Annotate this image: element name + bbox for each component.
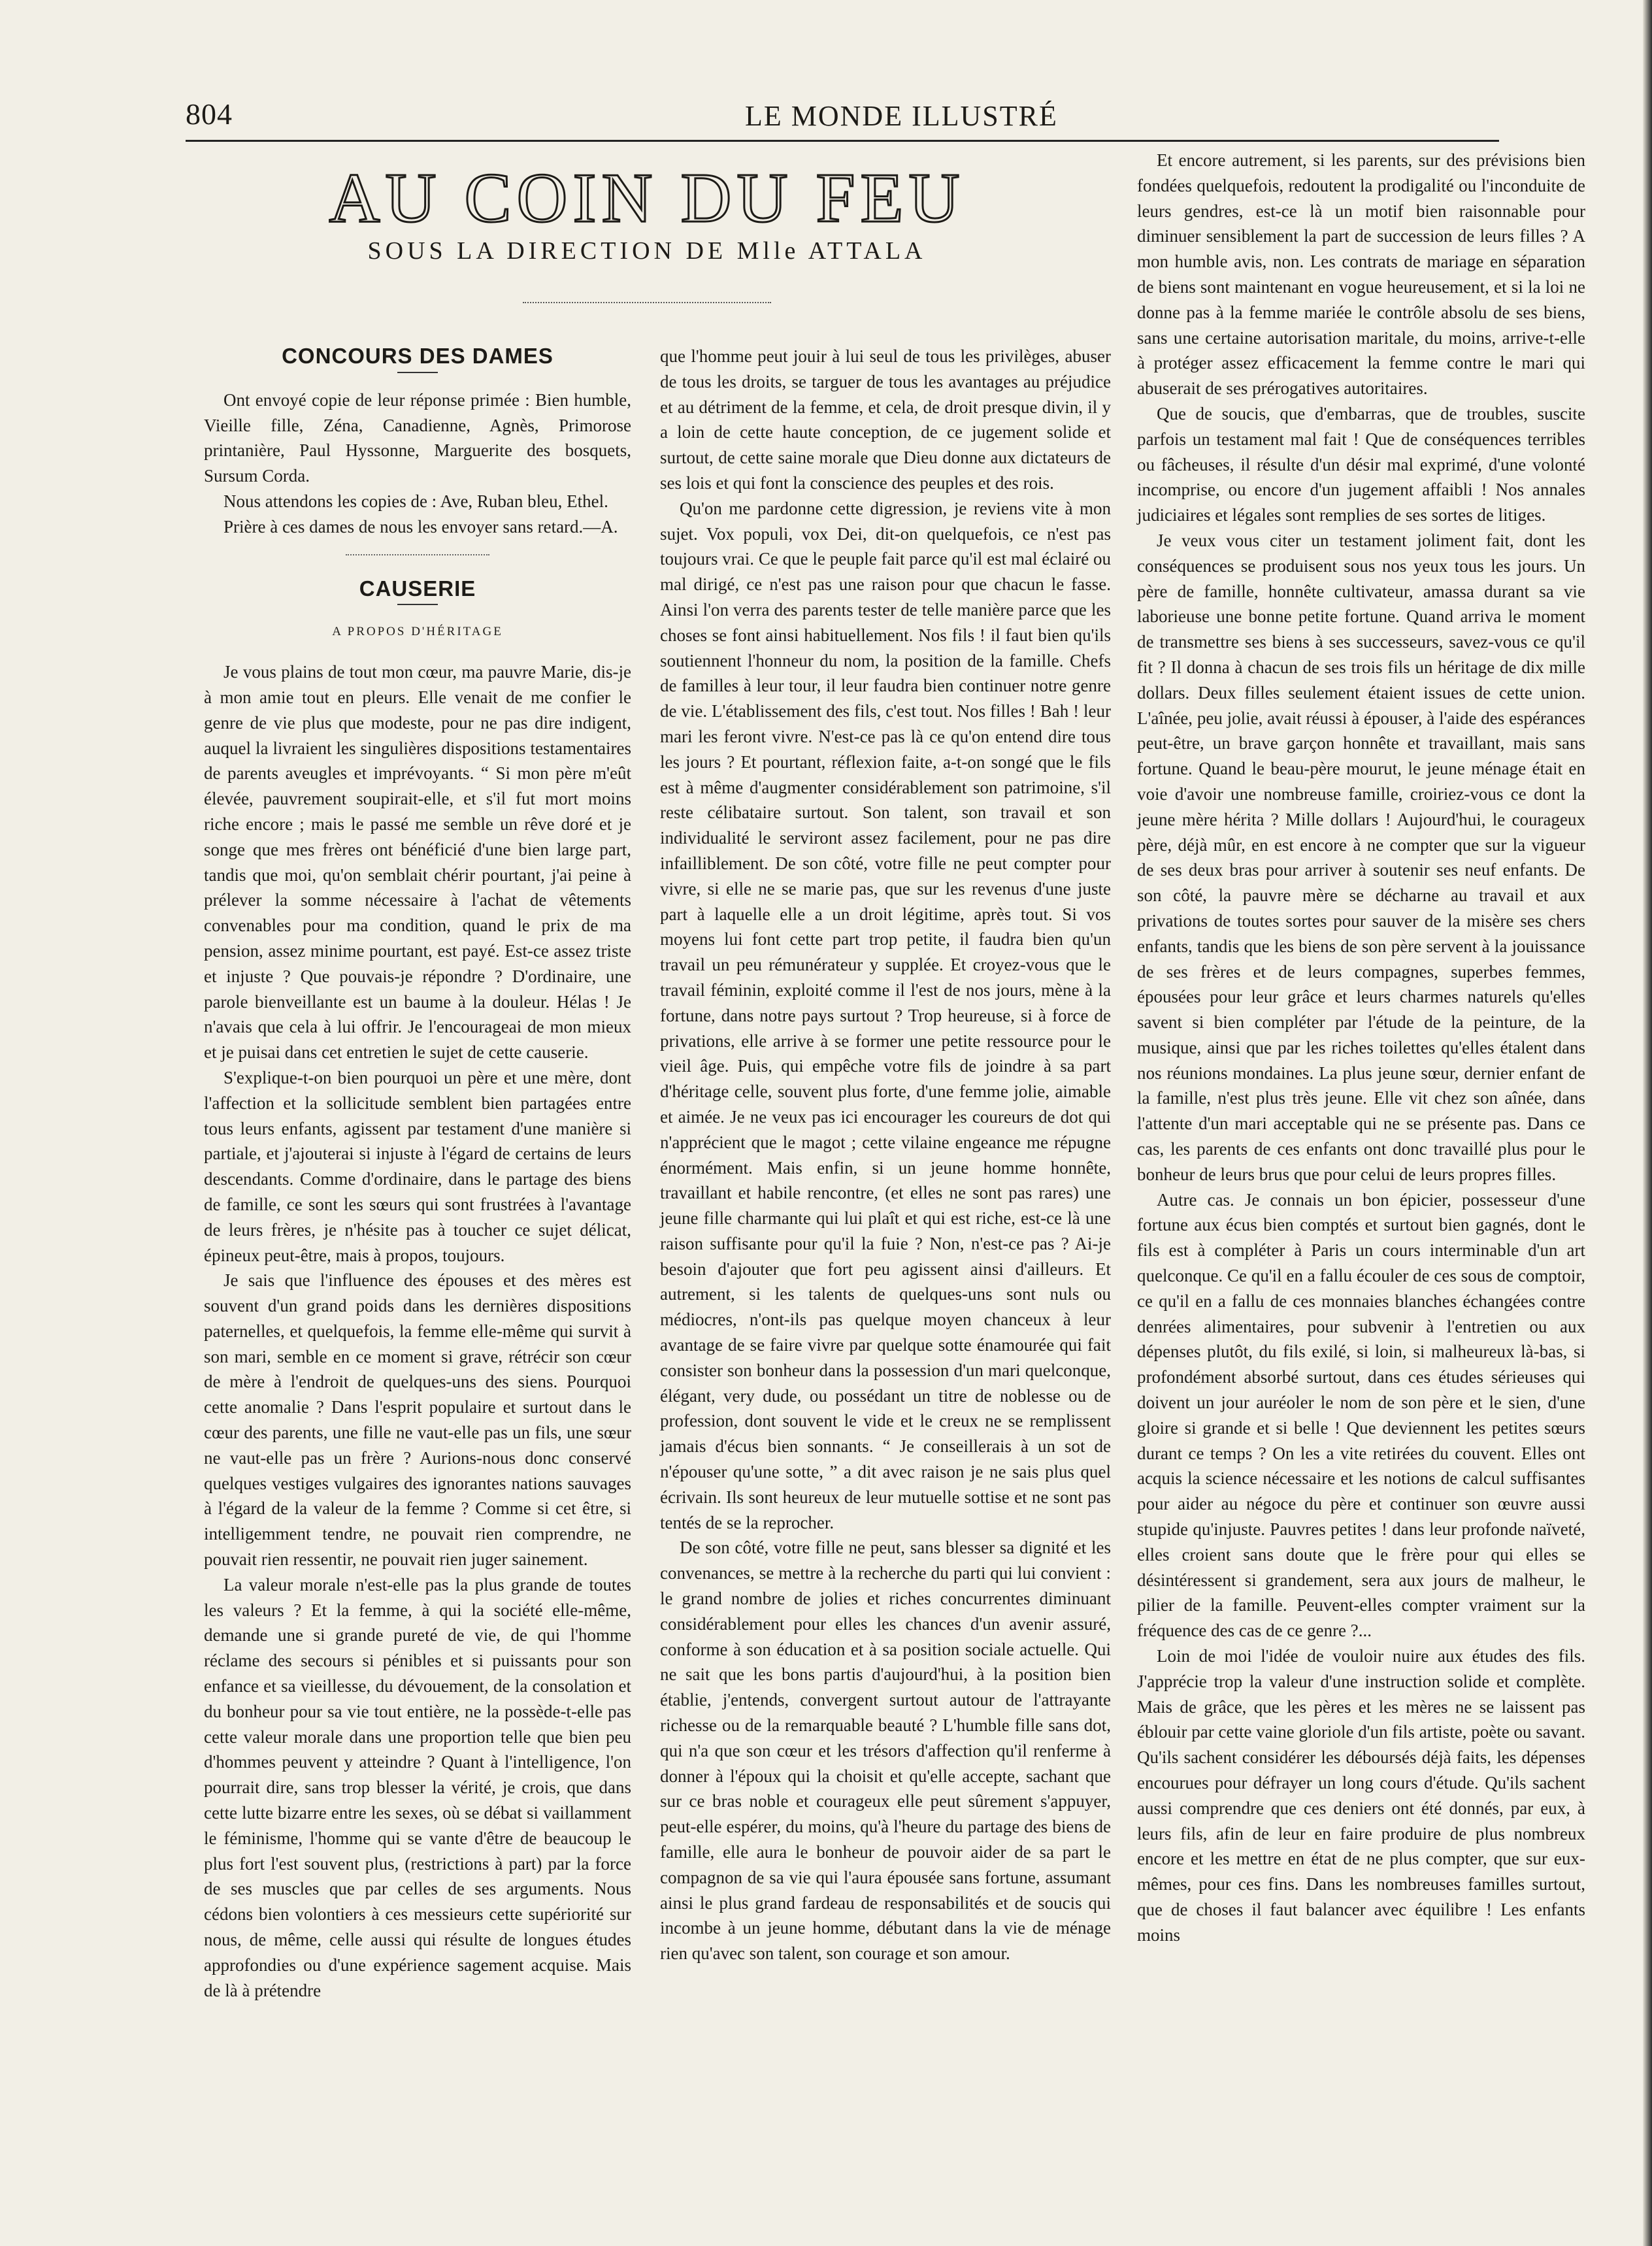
section-title: AU COIN DU FEU <box>329 159 965 237</box>
title-ornament <box>523 302 771 303</box>
article-paragraph: Je veux vous citer un testament joliment fait, dont les conséquences se produisent sous nos yeux tous les jours. Un père de famille, honnête cultivateur, amassa durant sa vie laborieuse une bonne petite fortune. Quand arriva le moment de transmettre ses biens à ses successeurs, savez-vous ce qu'il fit ? Il donna à chacun de ses trois fils un héritage de dix mille dollars. Deux filles seulement étaient issues de cette union. L'aînée, peu jolie, avait réussi à épouser, à l'aide des espérances peut-être, un brave garçon honnête et travaillant, mais sans fortune. Quand le beau-père mourut, le jeune ménage était en voie d'avoir une nombreuse famille, croiriez-vous ce dont la jeune mère hérita ? Mille dollars ! Aujourd'hui, le courageux père, déjà mûr, en est encore à ne compter que sur la vigueur de ses deux bras pour arriver à soutenir ses neuf enfants. De son côté, la pauvre mère se décharne au travail et aux privations de toutes sortes pour sauver de la misère ses chers enfants, tandis que les biens de son père servent à la jouissance de ses frères et de leurs compagnes, superbes femmes, épousées pour leur grâce et leurs charmes naturels qu'elles savent si bien compléter par l'étude de la peinture, de la musique, ainsi que par les riches toilettes qu'elles étalent dans nos réunions mondaines. La plus jeune sœur, dernier enfant de la famille, n'est plus très jeune. Elle vit chez son aînée, dans l'attente d'un mari acceptable qui ne se présente pas. Dans ce cas, les parents de ces enfants ont donc travaillé plus pour le bonheur de leurs brus que pour celui de leurs propres filles. <box>1137 530 1585 1184</box>
causerie-subheading: A PROPOS D'HÉRITAGE <box>332 625 503 639</box>
page-number: 804 <box>186 97 233 131</box>
concours-paragraph: Ont envoyé copie de leur réponse primée : Bien humble, Vieille fille, Zéna, Canadienne, Agnès, Primorose printanière, Paul Hyssonne, Marguerite des bosquets, Sursum Corda. <box>204 389 631 486</box>
article-paragraph: que l'homme peut jouir à lui seul de tous les privilèges, abuser de tous les droits, se targuer de tous les avantages au préjudice et au détriment de la femme, et cela, de droit presque divin, il y a loin de cette haute conception, de ce jugement solide et surtout, de cette saine morale que Dieu donne aux dictateurs de ses lois et qui font la conscience des peuples et des rois. <box>660 346 1111 493</box>
article-paragraph: La valeur morale n'est-elle pas la plus grande de toutes les valeurs ? Et la femme, à qui la société elle-même, demande une si grande pureté de vie, de qui l'homme réclame des secours si pénibles et si puissants pour son enfance et sa vieillesse, du dévouement, de la consolation et du bonheur pour sa vie tout entière, ne la possède-t-elle pas cette valeur morale dans une proportion telle que bien peu d'hommes peuvent y atteindre ? Quant à l'intelligence, l'on pourrait dire, sans trop blesser la vérité, je crois, que dans cette lutte bizarre entre les sexes, où se débat si vaillamment le féminisme, l'homme qui se vante d'être de beaucoup le plus fort l'est souvent plus, (restrictions à part) par la force de ses muscles que par celles de ses arguments. Nous cédons bien volontiers à ces messieurs cette supériorité sur nous, de même, celle aussi qui résulte de longues études approfondies ou d'une expérience sagement acquise. Mais de là à prétendre <box>204 1574 631 2000</box>
section-divider <box>346 554 489 561</box>
article-paragraph: Je vous plains de tout mon cœur, ma pauvre Marie, dis-je à mon amie tout en pleurs. Elle venait de me confier le genre de vie plus que modeste, pour ne pas dire indigent, auquel la livraient les singulières dispositions testamentaires de parents aveugles et imprévoyants. “ Si mon père m'eût élevée, pauvrement soupirait-elle, et s'il fut mort moins riche encore ; mais le passé me semble un rêve doré et je songe que mes frères ont bénéficié d'une bien large part, tandis que moi, qu'on semblait chérir pourtant, j'ai peine à prélever la somme nécessaire à l'achat de vêtements convenables pour ma condition, quand le prix de ma pension, assez minime pourtant, est payé. Est-ce assez triste et injuste ? Que pouvais-je répondre ? D'ordinaire, une parole bienveillante est un baume à la douleur. Hélas ! Je n'avais que cela à lui offrir. Je l'encourageai de mon mieux et je puisai dans cet entretien le sujet de cette causerie. <box>204 662 631 1063</box>
article-paragraph: Loin de moi l'idée de vouloir nuire aux études des fils. J'apprécie trop la valeur d'une instruction solide et complète. Mais de grâce, que les pères et les mères ne se laissent pas éblouir par cette vaine gloriole d'un fils artiste, poète ou savant. Qu'ils sachent considérer les déboursés déjà faits, les dépenses encourues pour défrayer un long cours d'étude. Qu'ils sachent aussi comprendre que ces deniers ont été donnés, par eux, à leurs fils, afin de leur en faire produire de plus nombreux encore et les mettre en état de ne plus compter, que sur eux-mêmes, pour ces fins. Dans les nombreuses familles surtout, que de choses il faut balancer avec équilibre ! Les enfants moins <box>1137 1646 1585 1945</box>
masthead-rule <box>186 140 1499 142</box>
heading-rule <box>397 604 438 605</box>
article-paragraph: S'explique-t-on bien pourquoi un père et une mère, dont l'affection et la sollicitude semblent bien partagées entre tous leurs enfants, agissent par testament d'une manière si partiale, et j'ajouterai si injuste à l'égard de certains de leurs descendants. Comme d'ordinaire, dans le partage des biens de famille, ce sont les sœurs qui sont frustrées à l'avantage de leurs frères, je n'hésite pas à toucher ce sujet délicat, épineux peut-être, mais à propos, toujours. <box>204 1067 631 1265</box>
concours-paragraph: Nous attendons les copies de : Ave, Ruban bleu, Ethel. <box>223 491 608 511</box>
article-paragraph: Que de soucis, que d'embarras, que de troubles, suscite parfois un testament mal fait ! Que de conséquences terribles ou fâcheuses, il résulte d'un désir mal exprimé, d'une volonté incomprise, ou encore d'un jugement affaibli ! Nos annales judiciaires et légales sont remplies de ses sortes de litiges. <box>1137 403 1585 525</box>
column-1 <box>204 340 631 2003</box>
heading-rule <box>397 372 438 373</box>
article-paragraph: Je sais que l'influence des épouses et des mères est souvent d'un grand poids dans les dernières dispositions paternelles, et quelquefois, la femme elle-même qui survit à son mari, semble en ce moment si grave, rétrécir son cœur de mère à l'endroit de quelques-uns des siens. Pourquoi cette anomalie ? Dans l'esprit populaire et surtout dans le cœur des parents, une fille ne vaut-elle pas un fils, une sœur ne vaut-elle pas un frère ? Aurions-nous donc conservé quelques vestiges vulgaires des ignorantes nations sauvages à l'égard de la valeur de la femme ? Comme si cet être, si intelligemment tendre, ne pouvait rien comprendre, ne pouvait rien ressentir, ne pouvait rien juger sainement. <box>204 1270 631 1570</box>
article-paragraph: Qu'on me pardonne cette digression, je reviens vite à mon sujet. Vox populi, vox Dei, dit-on quelquefois, ce n'est pas toujours vrai. Ce que le peuple fait parce qu'il est mal éclairé ou mal dirigé, ce n'est pas une raison pour que chacun le fasse. Ainsi l'on verra des parents tester de telle manière parce que les choses se font ainsi habituellement. Nos fils ! il faut bien qu'ils soutiennent l'honneur du nom, la position de la famille. Chefs de familles à leur tour, il leur faudra bien continuer notre genre de vie. L'établissement des fils, c'est tout. Nos filles ! Bah ! leur mari les feront vivre. N'est-ce pas là ce qu'on entend dire tous les jours ? Et pourtant, réflexion faite, a-t-on songé que le fils est à même d'augmenter considérablement son patrimoine, s'il reste célibataire surtout. Son talent, son travail et son individualité le serviront assez facilement, pour ne pas dire infailliblement. De son côté, votre fille ne peut compter pour vivre, si elle ne se marie pas, que sur les revenus d'une juste part à laquelle elle a un droit légitime, après tout. Si vos moyens lui font cette part trop petite, il faudra bien qu'un travail un peu rémunérateur y supplée. Et croyez-vous que le travail féminin, exploité comme il l'est de nos jours, mène à la fortune, dans notre pays surtout ? Trop heureuse, si à force de privations, elle arrive à se former une petite ressource pour le vieil âge. Puis, qui empêche votre fils de joindre à sa part d'héritage celle, souvent plus forte, d'une femme jolie, aimable et aimée. Je ne veux pas ici encourager les coureurs de dot qui n'apprécient que le magot ; cette vilaine engeance me répugne énormément. Mais enfin, si un jeune homme honnête, travaillant et habile rencontre, (et elles ne sont pas rares) une jeune fille charmante qui lui plaît et qui est riche, est-ce là une raison suffisante pour qu'il la fuie ? Non, n'est-ce pas ? Ai-je besoin d'ajouter que fort peu agissent ainsi d'ailleurs. Et autrement, si les talents de quelques-uns sont nuls ou médiocres, n'ont-ils pas quelque moyen chanceux à leur avantage de se faire vivre par quelque sotte énamourée qui fait consister son bonheur dans la possession d'un mari quelconque, élégant, very dude, ou possédant un titre de noblesse ou de profession, dont souvent le vide et le creux ne se remplissent jamais d'écus bien sonnants. “ Je conseillerais à un sot de n'épouser qu'une sotte, ” a dit avec raison je ne sais plus quel écrivain. Ils sont heureux de leur mutuelle sottise et ne sont pas tentés de se la reprocher. <box>660 498 1111 1532</box>
article-paragraph: Et encore autrement, si les parents, sur des prévisions bien fondées quelquefois, redoutent la prodigalité ou l'inconduite de leurs gendres, est-ce là un motif bien raisonnable pour diminuer sensiblement la part de succession de leurs filles ? A mon humble avis, non. Les contrats de mariage en séparation de biens sont maintenant en vogue heureusement, et si la loi ne donne pas à la femme mariée le contrôle absolu de ses biens, sans une certaine autorisation maritale, du moins, arrive-t-elle à protéger assez efficacement la femme contre le mari qui abuserait de ses prérogatives autoritaires. <box>1137 150 1585 399</box>
column-3 <box>1137 148 1585 1948</box>
column-2 <box>660 344 1111 1966</box>
article-paragraph: Autre cas. Je connais un bon épicier, possesseur d'une fortune aux écus bien comptés et surtout bien gagnés, dont le fils est à compléter à Paris un cours interminable d'un art quelconque. Ce qu'il en a fallu écouler de ces sous de comptoir, ce qu'il en a fallu de ces monnaies blanches échangées contre denrées alimentaires, pour subvenir à l'entretien ou aux dépenses plutôt, du fils exilé, si loin, si malheureux là-bas, si profondément absorbé surtout, dans ces études sérieuses qui doivent un jour auréoler le nom de son père et le sien, d'une gloire si grande et si belle ! Que deviennent les petites sœurs durant ce temps ? On les a vite retirées du couvent. Elles ont acquis la science nécessaire et les notions de calcul suffisantes pour aider au négoce du père et continuer son œuvre aussi stupide qu'injuste. Pauvres petites ! dans leur profonde naïveté, elles croient sans doute que le frère pour qui elles se désintéressent si grandement, sera aux jours de malheur, le pilier de la famille. Peuvent-elles compter vraiment sur la fréquence des cas de ce genre ?... <box>1137 1189 1585 1641</box>
causerie-heading: CAUSERIE <box>359 576 476 601</box>
journal-title: LE MONDE ILLUSTRÉ <box>745 100 1058 132</box>
concours-paragraph: Prière à ces dames de nous les envoyer sans retard.—A. <box>223 516 618 537</box>
concours-heading: CONCOURS DES DAMES <box>282 344 553 368</box>
scan-edge <box>1643 0 1652 2246</box>
article-paragraph: De son côté, votre fille ne peut, sans blesser sa dignité et les convenances, se mettre à la recherche du parti qui lui convient : le grand nombre de jolies et riches concurrentes diminuant considérablement pour elles les chances d'un avenir assuré, conforme à son éducation et à sa position sociale actuelle. Qui ne sait que les bons partis d'aujourd'hui, à la position bien établie, j'entends, convergent surtout autour de l'attrayante richesse ou de la remarquable beauté ? L'humble fille sans dot, qui n'a que son cœur et les trésors d'affection qu'il renferme à donner à l'époux qui la choisit et qu'elle accepte, sachant que sur ce bras noble et courageux elle peut sûrement s'appuyer, peut-elle espérer, du moins, qu'à l'heure du partage des biens de famille, elle aura le bonheur de pouvoir aider de sa part le compagnon de sa vie qui l'aura épousée sans fortune, assumant ainsi le plus grand fardeau de responsabilités et de soucis qui incombe à un jeune homme, débutant dans la vie de ménage rien qu'avec son talent, son courage et son amour. <box>660 1538 1111 1964</box>
section-subtitle: SOUS LA DIRECTION DE Mlle ATTALA <box>367 237 927 265</box>
